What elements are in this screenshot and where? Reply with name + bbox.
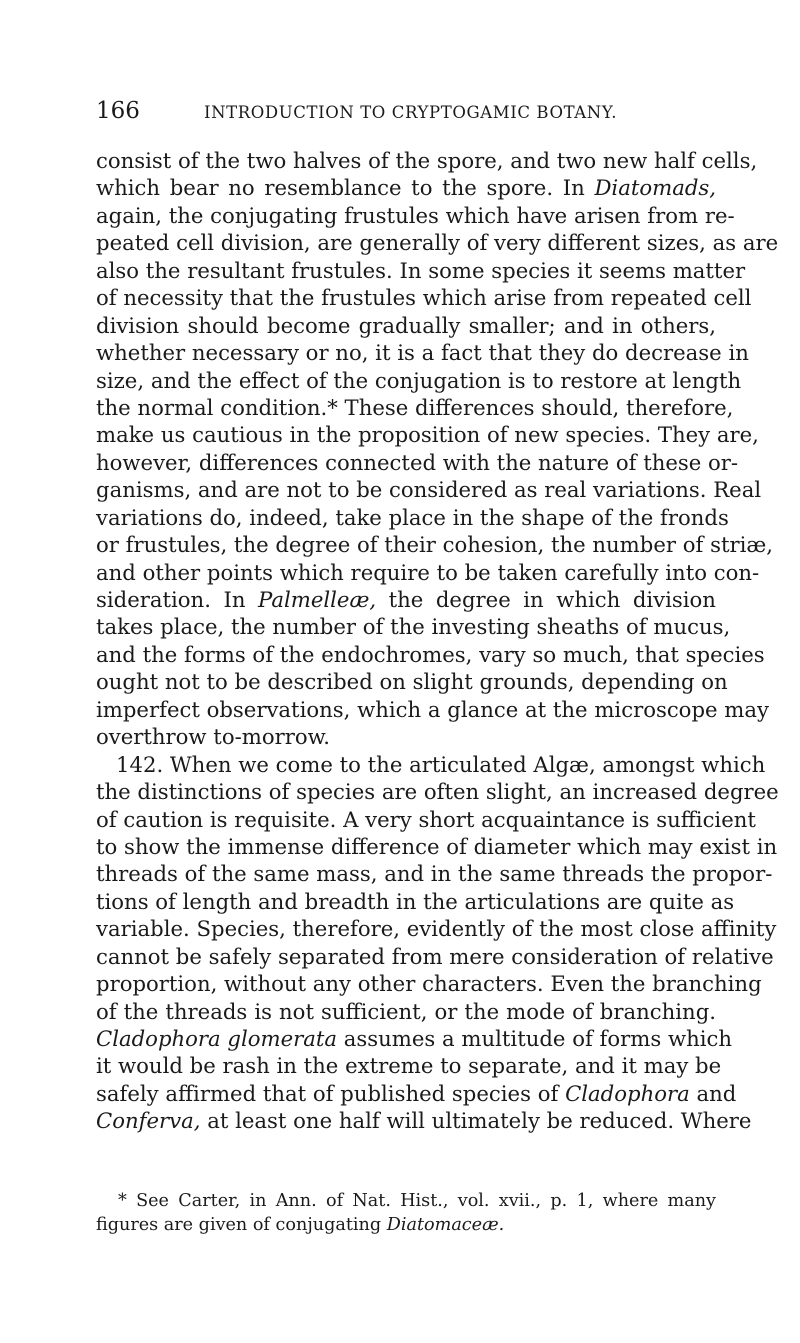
text-line: and the forms of the endochromes, vary so much, that species xyxy=(96,641,765,667)
italic-term: Diatomaceæ. xyxy=(386,1215,505,1235)
text-line: tions of length and breadth in the articulations are quite as xyxy=(96,888,735,914)
italic-term: Diatomads, xyxy=(594,175,716,201)
text-line: of the threads is not sufficient, or the mode of branching. xyxy=(96,998,716,1024)
italic-term: Conferva, xyxy=(96,1108,201,1134)
text-line: again, the conjugating frustules which have arisen from re- xyxy=(96,202,735,228)
text-line: whether necessary or no, it is a fact that they do decrease in xyxy=(96,340,749,366)
text-line: 142. When we come to the articulated Algæ, amongst which xyxy=(116,751,766,777)
text-line: which bear no resemblance to the spore. In Diatomads, xyxy=(96,175,716,201)
text-line: and other points which require to be taken carefully into con- xyxy=(96,559,760,585)
footnote-line: figures are given of conjugating Diatomaceæ. xyxy=(96,1215,505,1235)
text-line: Cladophora glomerata assumes a multitude of forms which xyxy=(96,1026,733,1051)
text-line: of caution is requisite. A very short acquaintance is sufficient xyxy=(96,806,756,832)
text-line: make us cautious in the proposition of new species. They are, xyxy=(96,422,759,448)
text-line: it would be rash in the extreme to separate, and it may be xyxy=(96,1053,722,1079)
italic-term: Cladophora xyxy=(565,1080,690,1106)
text-line: or frustules, the degree of their cohesion, the number of striæ, xyxy=(96,532,774,558)
text-line: imperfect observations, which a glance at the microscope may xyxy=(96,696,769,722)
text-line: peated cell division, are generally of very different sizes, as are xyxy=(96,230,779,256)
text-line: consist of the two halves of the spore, and two new half cells, xyxy=(96,148,758,173)
text-line: to show the immense difference of diameter which may exist in xyxy=(96,833,778,859)
text-line: ought not to be described on slight grounds, depending on xyxy=(96,669,728,695)
text-line: proportion, without any other characters. Even the branching xyxy=(96,971,762,997)
footnote xyxy=(96,1189,716,1237)
text-line: safely affirmed that of published species of Cladophora and xyxy=(96,1080,737,1106)
text-line: division should become gradually smaller; and in others, xyxy=(96,312,716,338)
text-line: size, and the effect of the conjugation is to restore at length xyxy=(96,367,742,393)
italic-term: Cladophora glomerata xyxy=(96,1026,338,1051)
footnote-line: * See Carter, in Ann. of Nat. Hist., vol. xvii., p. 1, where many xyxy=(118,1191,716,1211)
text-line: the normal condition.* These differences should, therefore, xyxy=(96,394,734,420)
text-line: threads of the same mass, and in the same threads the propor- xyxy=(96,861,773,887)
text-line: Conferva, at least one half will ultimately be reduced. Where xyxy=(96,1108,752,1134)
text-line: overthrow to-morrow. xyxy=(96,724,330,750)
text-line: takes place, the number of the investing sheaths of mucus, xyxy=(96,614,731,640)
text-line: sideration. In Palmelleæ, the degree in which division xyxy=(96,587,716,612)
page-number: 166 xyxy=(96,98,140,124)
text-line: ganisms, and are not to be considered as real variations. Real xyxy=(96,477,762,503)
text-line: cannot be safely separated from mere consideration of relative xyxy=(96,943,774,969)
running-title: INTRODUCTION TO CRYPTOGAMIC BOTANY. xyxy=(204,103,618,122)
text-line: also the resultant frustules. In some species it seems matter xyxy=(96,257,746,283)
running-head xyxy=(96,96,716,126)
body-text xyxy=(96,147,779,1135)
text-line: variable. Species, therefore, evidently of the most close affinity xyxy=(96,916,777,942)
text-line: of necessity that the frustules which arise from repeated cell xyxy=(96,285,752,311)
text-line: however, differences connected with the nature of these or- xyxy=(96,449,739,475)
text-line: the distinctions of species are often slight, an increased degree xyxy=(96,779,779,805)
italic-term: Palmelleæ, xyxy=(258,587,377,612)
text-line: variations do, indeed, take place in the shape of the fronds xyxy=(96,504,729,530)
